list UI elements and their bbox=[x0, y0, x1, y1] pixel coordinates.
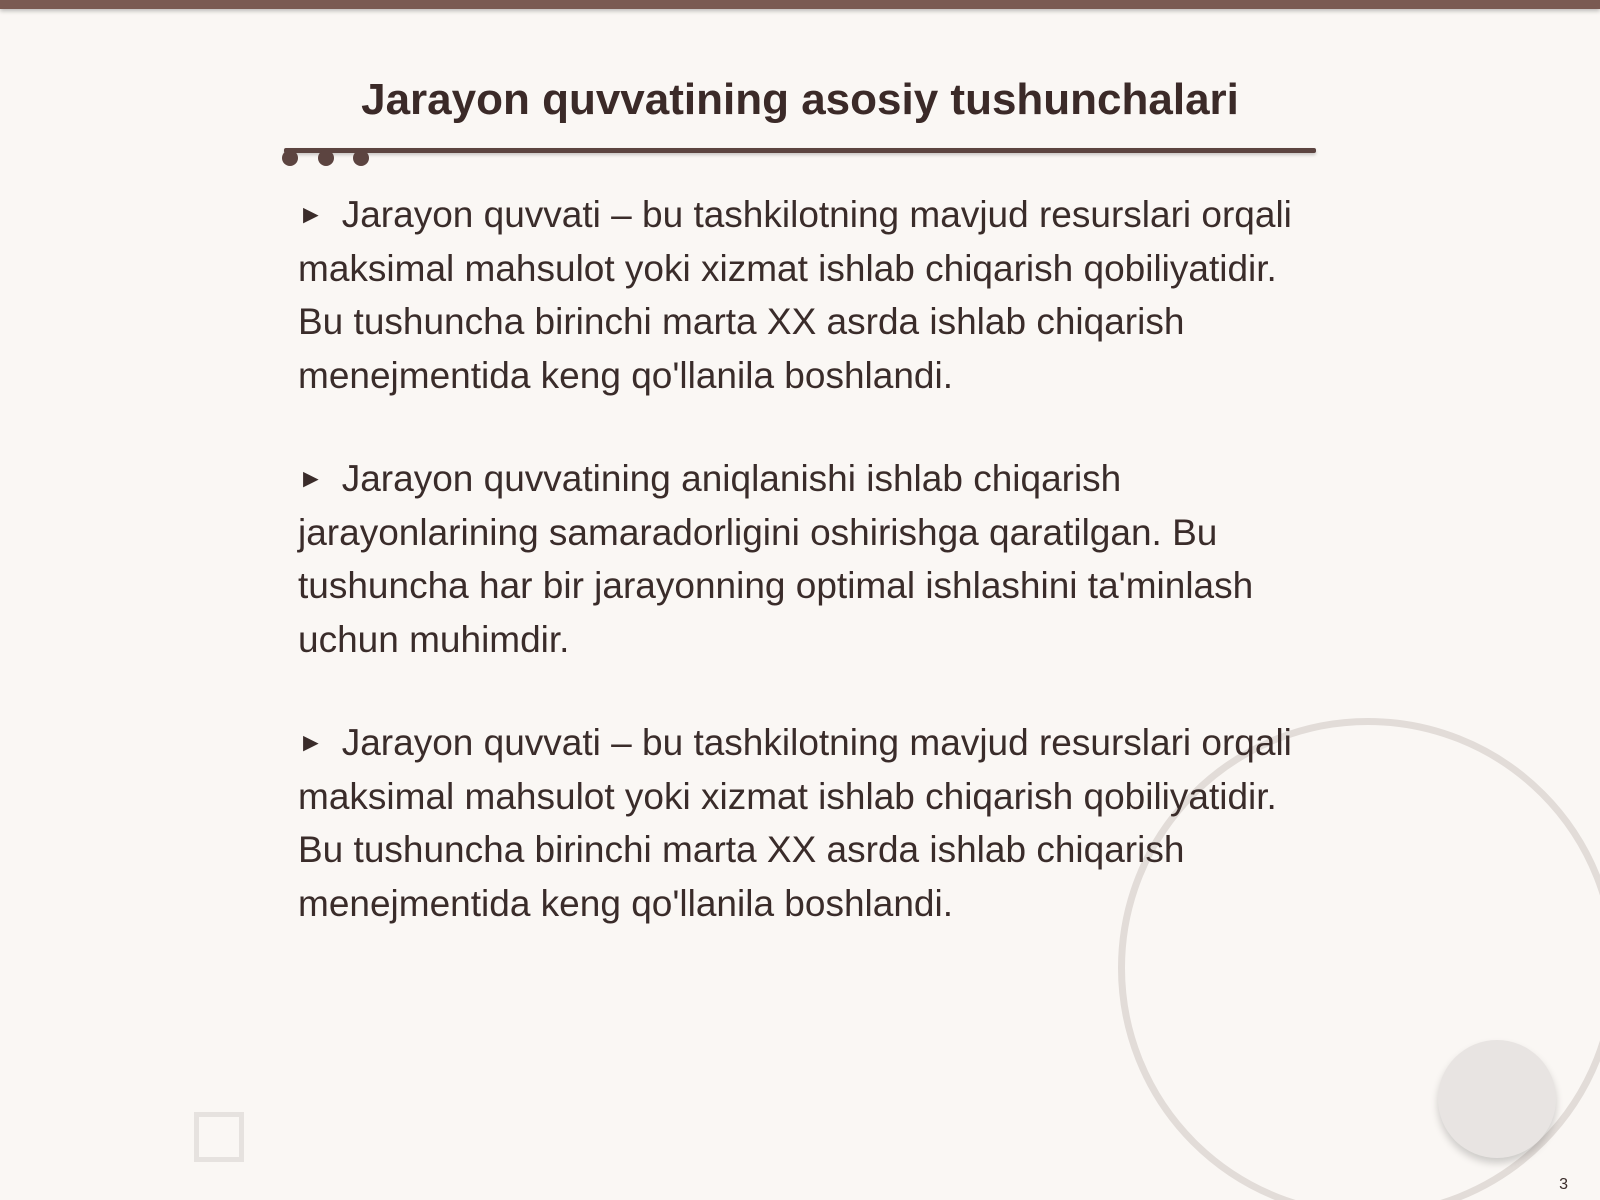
underline-dot bbox=[353, 150, 369, 166]
slide-body bbox=[298, 188, 1298, 980]
bullet-item bbox=[298, 716, 1298, 930]
underline-dot bbox=[318, 150, 334, 166]
page-number: 3 bbox=[1559, 1176, 1568, 1193]
decorative-square bbox=[194, 1112, 244, 1162]
title-underline bbox=[284, 148, 1316, 153]
bullet-text: Jarayon quvvatining aniqlanishi ishlab chiqarish jarayonlarining samaradorligini oshirishga qaratilgan. Bu tushuncha har bir jarayonning optimal ishlashini ta'minlash uchun muhimdir. bbox=[298, 458, 1254, 660]
bullet-arrow-icon: ► bbox=[298, 727, 324, 757]
underline-dot bbox=[282, 150, 298, 166]
bullet-arrow-icon: ► bbox=[298, 199, 324, 229]
slide-title: Jarayon quvvatining asosiy tushunchalari bbox=[361, 75, 1239, 124]
top-accent-bar bbox=[0, 0, 1600, 9]
bullet-arrow-icon: ► bbox=[298, 463, 324, 493]
bullet-text: Jarayon quvvati – bu tashkilotning mavjud resurslari orqali maksimal mahsulot yoki xizmat ishlab chiqarish qobiliyatidir. Bu tushuncha birinchi marta XX asrda ishlab chiqarish menejmentida keng qo'llanila boshlandi. bbox=[298, 194, 1292, 396]
decorative-circle bbox=[1438, 1040, 1556, 1158]
bullet-text: Jarayon quvvati – bu tashkilotning mavjud resurslari orqali maksimal mahsulot yoki xizmat ishlab chiqarish qobiliyatidir. Bu tushuncha birinchi marta XX asrda ishlab chiqarish menejmentida keng qo'llanila boshlandi. bbox=[298, 722, 1292, 924]
bullet-item bbox=[298, 188, 1298, 402]
bullet-item bbox=[298, 452, 1298, 666]
